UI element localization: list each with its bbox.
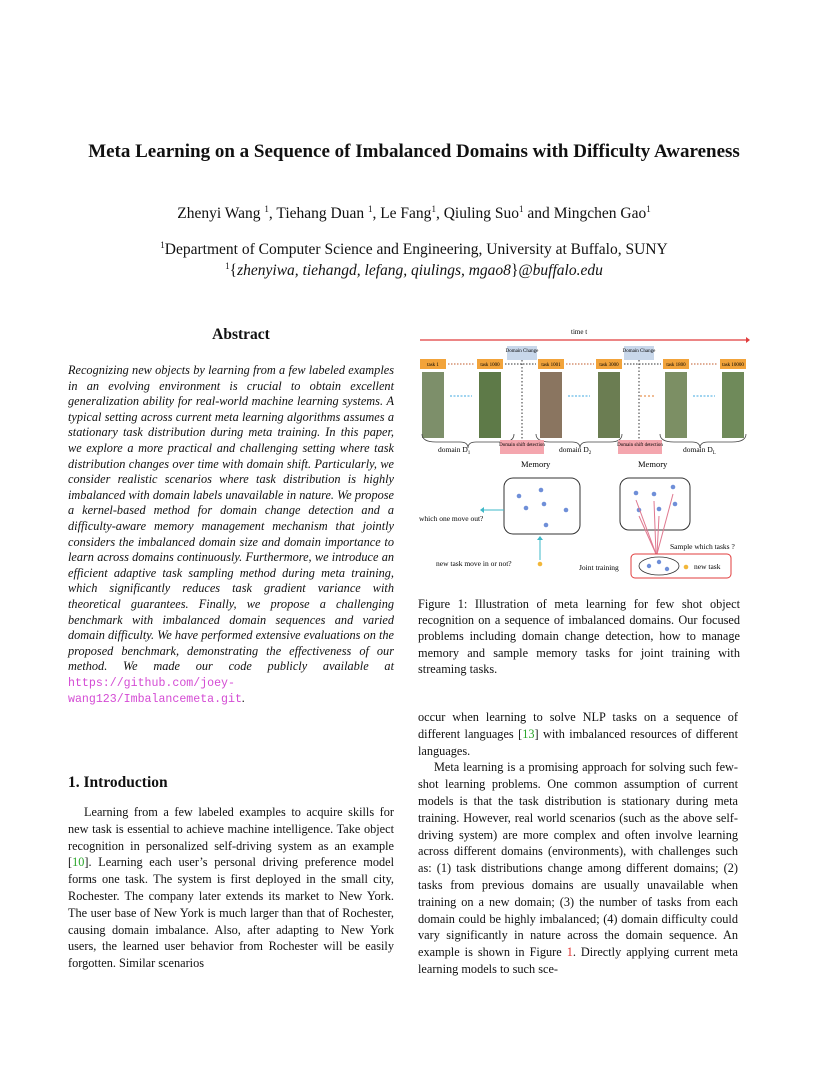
- intro-column-right: [418, 709, 738, 978]
- text-run: Meta learning is a promising approach for solving such few-shot learning problems. One common assumption of current models is that the task distribution is stationary during meta training. However, real world scenarios (such as the above self-driving system) are more complex and often involve learning across different domains (environments), with challenges such as: (1) task distributions change among different domains; (2) tasks from previous domains are usually unavailable when training on a new domain; (3) the number of tasks from each domain could be highly imbalanced; (4) domain difficulty could vary significantly in nature across the domain sequence. An example is shown in Figure: [418, 760, 738, 960]
- abstract-end: .: [241, 691, 246, 706]
- memory-dot: [542, 502, 547, 507]
- memory-dot: [657, 507, 662, 512]
- task-label: task 1: [427, 363, 439, 368]
- new-task-dot: [538, 562, 543, 567]
- affiliation: Department of Computer Science and Engineering, University at Buffalo, SUNY: [164, 241, 668, 258]
- text-run: ] with imbalanced resources of different languages.: [418, 726, 738, 758]
- task-image: [479, 372, 501, 438]
- citation-link[interactable]: 13: [522, 726, 535, 741]
- new-task-in-label: new task move in or not?: [436, 559, 512, 568]
- email-domain: @buffalo.edu: [518, 262, 603, 279]
- memory-label: Memory: [638, 459, 668, 469]
- task-label: task 10000: [722, 363, 744, 368]
- memory-dot: [647, 564, 651, 568]
- domain-change-label: Domain Change: [622, 349, 656, 354]
- intro-column-left: [68, 804, 394, 972]
- memory-dot: [544, 523, 549, 528]
- author-mark: 1: [264, 203, 269, 214]
- emails-open-brace: {: [229, 262, 238, 279]
- task-image: [598, 372, 620, 438]
- joint-training-label: Joint training: [579, 563, 619, 572]
- figure-caption: Figure 1: Illustration of meta learning for few shot object recognition on a sequence of imbalanced domains. Our focused problems including domain change detection, how to manage memory and sample memory tasks for joint training with streaming tasks.: [418, 597, 740, 676]
- memory-dot: [665, 567, 669, 571]
- shift-detection-box: [499, 440, 545, 454]
- image-strips: [422, 372, 744, 438]
- author-name: Mingchen Gao: [553, 205, 647, 222]
- author-name: Zhenyi Wang: [177, 205, 261, 222]
- abstract-body: Recognizing new objects by learning from a few labeled examples in an evolving environment is crucial to obtain excellent generalization ability for real-world machine learning systems. A typical setting across current meta learning algorithms assumes a stationary task distribution during meta training. In this paper, we explore a more practical and challenging setting where task distribution changes over time with domain shift. Particularly, we consider realistic scenarios where task distribution is highly imbalanced with domain labels unavailable in nature. We propose a kernel-based method for domain change detection and a difficulty-aware memory management mechanism that jointly considers the imbalanced domain size and domain importance to learn across domains continuously. Furthermore, we introduce an efficient adaptive task sampling method during meta training, which significantly reduces task gradient variance with theoretical guarantees. Finally, we propose a challenging benchmark with imbalanced domain sequences and varied domain difficulty. We have performed extensive evaluations on the proposed benchmark, demonstrating the effectiveness of our method. We made our code publicly available at: [68, 363, 394, 674]
- domain-label: domain $D_1$: [438, 445, 471, 456]
- shift-label: Domain shift detection: [499, 443, 545, 448]
- new-task-label: new task: [694, 562, 721, 571]
- memory-label: Memory: [521, 459, 551, 469]
- figure-ref-link[interactable]: 1: [566, 945, 573, 960]
- memory-dot: [657, 560, 661, 564]
- task-label: task 1800: [666, 363, 686, 368]
- memory-dot: [564, 508, 569, 513]
- author-mark: 1: [519, 203, 524, 214]
- text-run: ]. Learning each user’s personal driving preference model forms one task. The system is first deployed in the small city, Rochester. The company later extends its market to New York. The user base of New York is much larger than that of Rochester, causing domain imbalance. Also, after adapting to New York users, the learned user behavior from Rochester will be easily forgotten. Similar scenarios: [68, 855, 394, 971]
- author-mark: 1: [646, 203, 651, 214]
- emails-close-brace: }: [510, 262, 519, 279]
- author-mark: 1: [431, 203, 436, 214]
- task-row: [420, 359, 746, 369]
- author-mark: 1: [367, 203, 373, 214]
- sample-arrows: [636, 494, 673, 554]
- author-name: Tiehang Duan: [276, 205, 365, 222]
- shift-label: Domain shift detection: [617, 443, 663, 448]
- timeline-arrowhead: [746, 337, 750, 343]
- sample-label: Sample which tasks ?: [670, 542, 735, 551]
- shift-detection-box: [617, 440, 663, 454]
- task-label: task 1000: [480, 363, 500, 368]
- sampled-tasks-ellipse: [639, 557, 679, 575]
- task-label: task 3000: [599, 363, 619, 368]
- paper-title: Meta Learning on a Sequence of Imbalanced Domains with Difficulty Awareness: [88, 141, 740, 162]
- intro-paragraph: [418, 709, 738, 759]
- memory-dot: [517, 494, 522, 499]
- time-label: time t: [571, 328, 588, 336]
- affiliation-block: [0, 239, 828, 281]
- task-image: [722, 372, 744, 438]
- memory-dot: [673, 502, 678, 507]
- domain-change-box: [623, 346, 656, 360]
- domain-label: domain $D_2$: [559, 445, 592, 456]
- memory-dot: [539, 488, 544, 493]
- author-separator: ,: [435, 205, 444, 222]
- abstract-text: [68, 363, 394, 708]
- citation-link[interactable]: 10: [72, 855, 85, 870]
- intro-paragraph: [418, 759, 738, 977]
- author-emails: zhenyiwa, tiehangd, lefang, qiulings, mgao8: [237, 262, 511, 279]
- domain-change-box: [506, 346, 539, 360]
- memory-box: [504, 478, 580, 534]
- intro-paragraph: [68, 804, 394, 972]
- text-run: . Directly applying current meta learning models to such sce-: [418, 945, 738, 976]
- task-image: [540, 372, 562, 438]
- text-run: Learning from a few labeled examples to acquire skills for new task is essential to achieve machine intelligence. Take object recognition in personalized self-driving system as an example [: [68, 805, 394, 870]
- author-name: Qiuling Suo: [443, 205, 520, 222]
- memory-dots: [517, 485, 678, 528]
- figure-illustration: [416, 324, 750, 586]
- memory-dot: [524, 506, 529, 511]
- affiliation-mark: 1: [225, 260, 230, 271]
- author-separator: ,: [268, 205, 277, 222]
- domain-change-label: Domain Change: [505, 349, 539, 354]
- task-image: [665, 372, 687, 438]
- task-label: task 1001: [541, 363, 561, 368]
- memory-dot: [634, 491, 639, 496]
- domain-label: domain $D_L$: [683, 445, 716, 456]
- code-link[interactable]: https://github.com/joey-wang123/Imbalancemeta.git: [68, 676, 242, 707]
- memory-dot: [652, 492, 657, 497]
- text-run: occur when learning to solve NLP tasks on a sequence of different languages [: [418, 710, 738, 741]
- new-task-dot: [684, 565, 689, 570]
- abstract-heading: Abstract: [212, 326, 270, 343]
- section-heading: 1. Introduction: [68, 774, 168, 791]
- move-out-label: which one move out?: [419, 514, 484, 523]
- affiliation-mark: 1: [160, 239, 165, 250]
- author-list: [0, 205, 828, 223]
- author-and: and: [523, 205, 554, 222]
- memory-dot: [671, 485, 676, 490]
- author-name: Le Fang: [380, 205, 432, 222]
- task-image: [422, 372, 444, 438]
- author-separator: ,: [372, 205, 381, 222]
